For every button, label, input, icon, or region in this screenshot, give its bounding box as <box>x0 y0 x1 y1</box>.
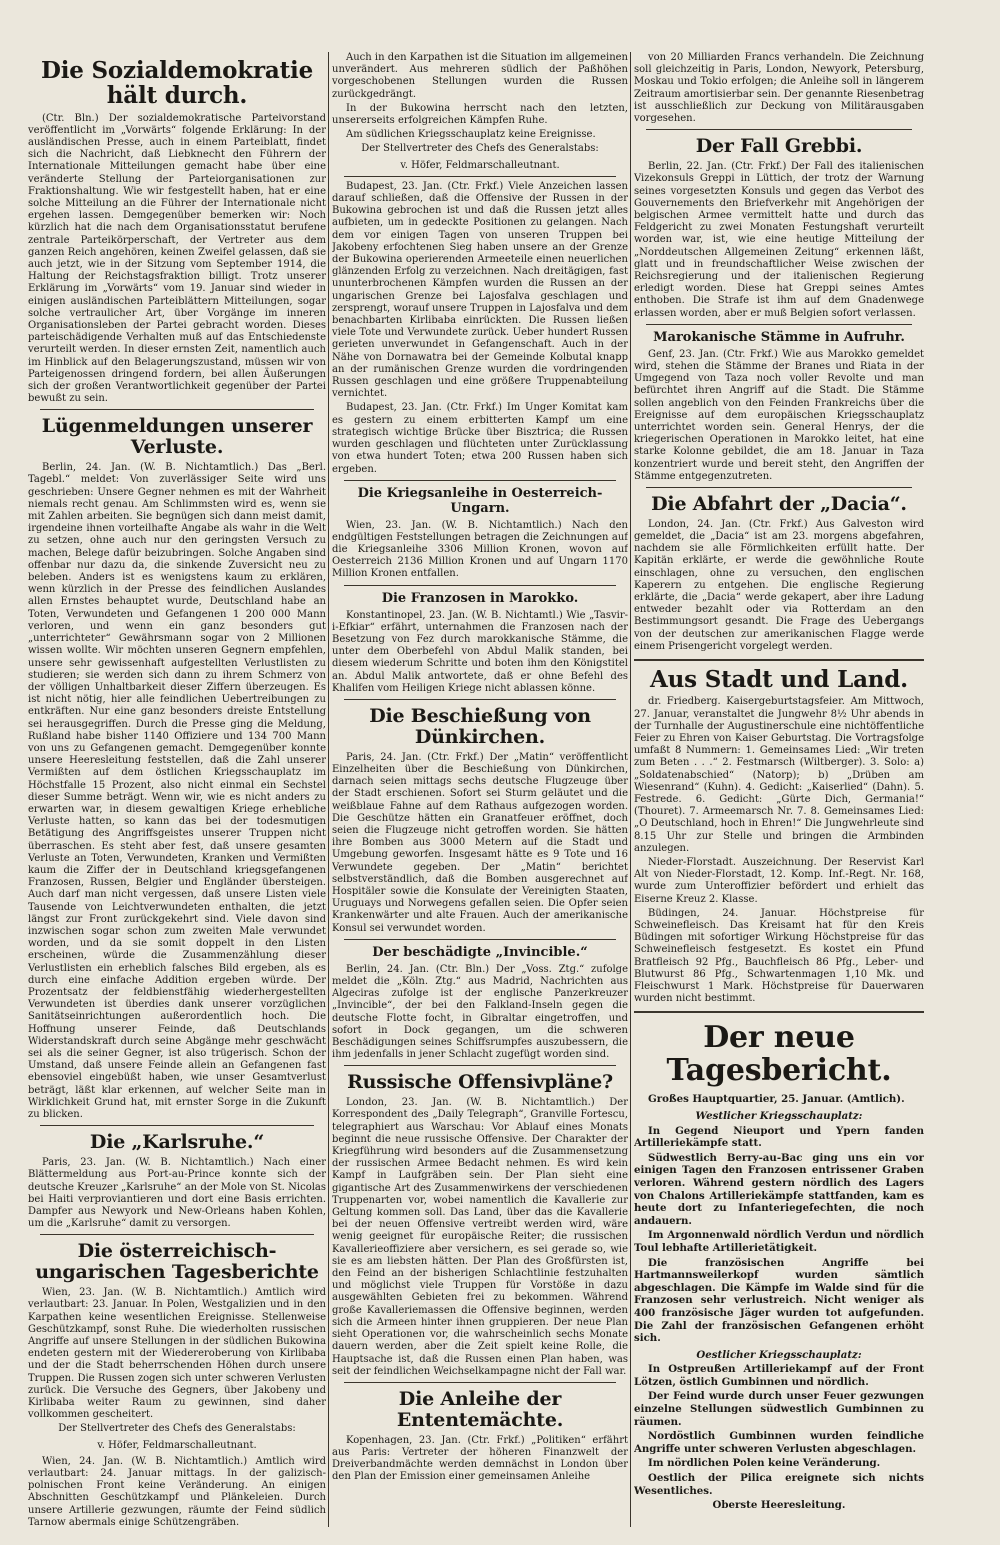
article-paragraph: Paris, 23. Jan. (W. B. Nichtamtlich.) Nach einer Blättermeldung aus Port-au-Prince konnte sich der deutsche Kreuzer „Karlsruhe“ an der Mole von St. Nicolas bei Haiti verproviantieren und dort eine Basis errichten. Dampfer aus Newyork und New-Orleans haben Kohlen, um die „Karlsruhe“ damit zu versorgen. <box>28 1157 326 1230</box>
divider <box>40 1234 314 1235</box>
report-paragraph: In Ostpreußen Artilleriekampf auf der Front Lötzen, östlich Gumbinnen und nördlich. <box>634 1363 924 1388</box>
article-headline: Die „Karlsruhe.“ <box>89 1131 265 1154</box>
divider <box>646 487 912 488</box>
article-paragraph: Berlin, 24. Jan. (Ctr. Bln.) Der „Voss. Ztg.“ zufolge meldet die „Köln. Ztg.“ aus Madrid, Nachrichten aus Algeciras zufolge ist der englische Panzerkreuzer „Invincible“, der bei den Falkland-Inseln gegen die deutsche Flotte focht, in Gibraltar eingetroffen, und sofort in Dock gegangen, um die schweren Beschädigungen seines Schiffsrumpfes auszubessern, die ihm jedenfalls in jener Schlacht zugefügt worden sind. <box>332 963 628 1061</box>
divider <box>344 699 616 700</box>
column-rule <box>630 52 631 1527</box>
article-paragraph: von 20 Milliarden Francs verhandeln. Die Zeichnung soll gleichzeitig in Paris, London, Newyork, Petersburg, Moskau und Tokio erfolgen; die Anleihe soll in längerem Zeitraum amortisierbar sein. Der genannte Riesenbetrag ist ausschließlich zur Deckung von Militärausgaben vorgesehen. <box>634 52 924 125</box>
report-signature: Oberste Heeresleitung. <box>712 1499 846 1512</box>
local-news-paragraph: dr. Friedberg. Kaisergeburtstagsfeier. Am Mittwoch, 27. Januar, veranstaltet die Jungwehr 8½ Uhr abends in der Turnhalle der Augustinerschule eine nichtöffentliche Feier zu Ehren von Kaiser Geburtstag. Die Vortragsfolge umfaßt 8 Nummern: 1. Gemeinsames Lied: „Wir treten zum Beten . . .“ 2. Festmarsch (Wiltberger). 3. Solo: a) „Soldatenabschied“ (Natorp); b) „Drüben am Wiesenrand“ (Kuhn). 4. Gedicht: „Kaiserlied“ (Dahn). 5. Festrede. 6. Gedicht: „Gürte Dich, Germania!“ (Thouret). 7. Armeemarsch Nr. 7. 8. Gemeinsames Lied: „O Deutschland, hoch in Ehren!“ Die Jungwehrleute sind 8.15 Uhr zur Stelle und bringen die Armbinden anzulegen. <box>634 696 924 854</box>
report-dateline: Großes Hauptquartier, 25. Januar. (Amtlich). <box>648 1093 905 1106</box>
article-headline: Die Abfahrt der „Dacia“. <box>651 492 907 515</box>
section-headline: Aus Stadt und Land. <box>650 666 908 694</box>
article-headline: Der Fall Grebbi. <box>695 135 863 158</box>
divider <box>634 1011 924 1013</box>
signature-line: Der Stellvertreter des Chefs des Generalstabs: <box>361 143 599 155</box>
column-1 <box>28 52 326 1527</box>
article-paragraph: Budapest, 23. Jan. (Ctr. Frkf.) Viele Anzeichen lassen darauf schließen, daß die Offensive der Russen in der Bukowina gebrochen ist und daß die Russen jetzt alles aufbieten, um in gedeckte Positionen zu gelangen. Nach dem vor einigen Tagen von unseren Truppen bei Jakobeny erfochtenen Sieg haben unsere an der Grenze der Bukowina operierenden Armeeteile einen neuerlichen glänzenden Erfolg zu verzeichnen. Nach dreitägigen, fast ununterbrochenen Kämpfen wurden die Russen an der ungarischen Grenze bei Lajosfalva geschlagen und zersprengt, worauf unsere Truppen in Lajosfalva und dem benachbarten Kirlibaba einrückten. Die Russen ließen viele Tote und Verwundete zurück. Ueber hundert Russen gerieten unverwundet in Gefangenschaft. Auch in der Nähe von Dornawatra bei der Gemeinde Kolbutal knapp an der rumänischen Grenze wurden die vordringenden Russen geschlagen und eine größere Truppenabteilung vernichtet. <box>332 180 628 400</box>
article-headline: Russische Offensivpläne? <box>347 1071 613 1094</box>
article-paragraph: Budapest, 23. Jan. (Ctr. Frkf.) Im Unger Komitat kam es gestern zu einem erbitterten Kampf um eine strategisch wichtige Brücke über Bisztrica; die Russen wurden geschlagen und flüchteten unter Zurücklassung von etwa hundert Toten; etwa 200 Russen haben sich ergeben. <box>332 402 628 475</box>
article-headline: Die Beschießung von Dünkirchen. <box>369 704 591 748</box>
divider <box>646 129 912 130</box>
article-paragraph: Kopenhagen, 23. Jan. (Ctr. Frkf.) „Politiken“ erfährt aus Paris: Vertreter der höheren Finanzwelt der Dreiverbandmächte werden demnächst in London über den Plan der Emission einer gemeinsamen Anleihe <box>332 1434 628 1483</box>
article-paragraph: Berlin, 24. Jan. (W. B. Nichtamtlich.) Das „Berl. Tagebl.“ meldet: Von zuverlässiger Seite wird uns geschrieben: Unsere Gegner nehmen es mit der Wahrheit niemals recht genau. Am Schlimmsten wird es, wenn sie mit Zahlen arbeiten. Sie begnügen sich dann meist damit, irgendeine ihnen vorteilhafte Angabe als wahr in die Welt zu setzen, ohne auch nur den geringsten Versuch zu machen, Belege dafür beizubringen. Solche Angaben sind offenbar nur dazu da, die sinkende Zuversicht neu zu beleben. Anders ist es wenigstens kaum zu erklären, wenn kürzlich in der Presse des feindlichen Auslandes allen Ernstes behauptet wurde, Deutschland habe an Toten, Verwundeten und Gefangenen 1 200 000 Mann verloren, und wenn ein ganz besonders gut „unterrichteter“ Gewährsmann sogar von 2 Millionen wissen wollte. Wir möchten unseren Gegnern empfehlen, unsere sehr gewissenhaft aufgestellten Verlustlisten zu studieren; sie werden sich dann zu ihrem Schmerz von der völligen Unhaltbarkeit dieser Ziffern überzeugen. Es ist nicht nötig, hier alle feindlichen Uebertreibungen zu entkräften. Nur eine ganz besonders dreiste Entstellung sei herausgegriffen. Durch die Presse ging die Meldung, Rußland habe bisher 1140 Offiziere und 134 700 Mann von uns zu Gefangenen gemacht. Demgegenüber konnte unsere Heeresleitung feststellen, daß die Zahl unserer Vermißten auf dem östlichen Kriegsschauplatz im Höchstfalle 15 Prozent, also nicht einmal ein Sechstel dieser Summe beträgt. Wenn wir, wie es nicht anders zu erwarten war, in diesem gewaltigen Kriege erhebliche Verluste hatten, so kann das bei der todesmutigen Betätigung des Angriffsgeistes unserer Truppen nicht überraschen. Es steht aber fest, daß unsere gesamten Verluste an Toten, Verwundeten, Kranken und Vermißten kaum die Ziffer der in Deutschland kriegsgefangenen Franzosen, Russen, Belgier und Engländer übersteigen. Auch darf man nicht vergessen, daß unsere Listen viele Tausende von Leichtverwundeten enthalten, die jetzt längst zur Front zurückgekehrt sind. Viele davon sind inzwischen sogar schon zum zweiten Male verwundet worden, und da sie somit doppelt in den Listen erscheinen, würde die Zusammenzählung dieser Verlustlisten ein erheblich falsches Bild ergeben, als es durch eine einfache Addition ergeben würde. Der Prozentsatz der feldbienstfähig wiederhergestellten Verwundeten ist überdies dank unserer vorzüglichen Sanitätseinrichtungen außerordentlich hoch. Die Hoffnung unserer Feinde, daß Deutschlands Widerstandskraft durch seine Abgänge mehr geschwächt sei als die seiner Gegner, ist also trügerisch. Schon der Umstand, daß unsere Feinde allein an Gefangenen fast ebensoviel eingebüßt haben, wie unser Gesamtverlust beträgt, läßt klar erkennen, auf welcher Seite man in Wirklichkeit Grund hat, mit ernster Sorge in die Zukunft zu blicken. <box>28 462 326 1121</box>
article-paragraph: Am südlichen Kriegsschauplatz keine Ereignisse. <box>346 129 596 141</box>
report-paragraph: Im Argonnenwald nördlich Verdun und nördlich Toul lebhafte Artillerietätigkeit. <box>634 1229 924 1254</box>
article-headline: Die Kriegsanleihe in Oesterreich-Ungarn. <box>357 485 603 516</box>
divider <box>344 1382 616 1383</box>
article-paragraph: In der Bukowina herrscht nach den letzten, unsererseits erfolgreichen Kämpfen Ruhe. <box>332 102 628 127</box>
article-paragraph: London, 23. Jan. (W. B. Nichtamtlich.) Der Korrespondent des „Daily Telegraph“, Granville Fortescu, telegraphiert aus Warschau: Vor Ablauf eines Monats beginnt die neue russische Offensive. Der Charakter der Kriegführung wird besonders auf die Zusammensetzung der russischen Armee Bedacht nehmen. Es wird kein Kampf in Laufgräben sein. Der Plan sieht eine gigantische Art des Zusammenwirkens der verschiedenen Truppenarten vor, wobei namentlich die Kavallerie zur Geltung kommen soll. Das Land, über das die Kavallerie bei der neuen Offensive vertreibt werden wird, wäre wenig geeignet für europäische Reiter; die russischen Kavallerieoffiziere aber versichern, es sei gerade so, wie sie es am liebsten hätten. Der Plan des Großfürsten ist, den Feind an der bisherigen Schlachtlinie festzuhalten und möglichst viele Truppen für Vorstöße in dazu ausgewählten Gebieten frei zu bekommen. Während große Kavalleriemassen die Offensive beginnen, werden sich die Armeen hinter ihnen gruppieren. Der neue Plan sieht Operationen vor, die wahrscheinlich sechs Monate dauern werden, aber die Zeit spielt keine Rolle, die Hauptsache ist, daß die Russen einen Plan haben, was seit der feindlichen Weichselkampagne nicht der Fall war. <box>332 1097 628 1377</box>
article-paragraph: Paris, 24. Jan. (Ctr. Frkf.) Der „Matin“ veröffentlicht Einzelheiten über die Beschießung von Dünkirchen, darnach seien mittags sechs deutsche Flugzeuge über der Stadt erschienen. Sofort sei Sturm geläutet und die weißblaue Fahne auf dem Rathaus aufgezogen worden. Die Geschütze hätten ein Granatfeuer eröffnet, doch seien die Flugzeuge nicht getroffen worden. Sie hätten ihre Bomben aus 3000 Metern auf die Stadt und Umgebung geworfen. Insgesamt hätte es 9 Tote und 16 Verwundete gegeben. Der „Matin“ berichtet selbstverständlich, daß die Bomben ausgerechnet auf Hospitäler sowie die Konsulate der Vereinigten Staaten, Uruguays und Norwegens gefallen seien. Die Opfer seien Krankenwärter und alte Frauen. Auch der amerikanische Konsul sei verwundet worden. <box>332 751 628 934</box>
article-paragraph: Wien, 24. Jan. (W. B. Nichtamtlich.) Amtlich wird verlautbart: 24. Januar mittags. In der galizisch-polnischen Front keine Veränderung. An einigen Abschnitten Geschützkampf und Plänkeleien. Durch unsere Artillerie gezwungen, räumte der Feind südlich Tarnow abermals einige Schützengräben. <box>28 1455 326 1527</box>
signature-line: v. Höfer, Feldmarschalleutnant. <box>400 159 560 171</box>
divider <box>344 480 616 481</box>
article-paragraph: Auch in den Karpathen ist die Situation im allgemeinen unverändert. Aus mehreren südlich der Paßhöhen vorgeschobenen Stellungen wurden die Russen zurückgedrängt. <box>332 52 628 100</box>
article-paragraph: (Ctr. Bln.) Der sozialdemokratische Parteivorstand veröffentlicht im „Vorwärts“ folgende Erklärung: In der ausländischen Presse, auch in einem Parteiblatt, findet sich die Nachricht, daß Liebknecht den Führern der Internationale Mitteilungen gemacht habe über eine veränderte Stellung der Parteiorganisationen zur Fraktionshaltung. Wie wir festgestellt haben, hat er eine solche Mitteilung an die Führer der Internationale nicht ergehen lassen. Demgegenüber bemerken wir: Noch kürzlich hat die nach dem Organisationsstatut berufene zentrale Parteikörperschaft, der Vertreter aus dem ganzen Reich angehören, keinen Zweifel gelassen, daß sie auch jetzt, wie in der Sitzung vom September 1914, die Haltung der Reichstagsfraktion billigt. Trotz unserer Erklärung im „Vorwärts“ vom 19. Januar sind wieder in einigen ausländischen Parteiblättern Mitteilungen, sogar solche vertraulicher Art, über Vorgänge im inneren Organisationsleben der Partei gebracht worden. Dieses parteischädigende Verhalten muß auf das Entschiedenste verurteilt werden. In dieser ernsten Zeit, namentlich auch im Hinblick auf den Belagerungszustand, müssen wir von Parteigenossen dringend fordern, bei allen Äußerungen sich der großen Verantwortlichkeit gegenüber der Partei bewußt zu sein. <box>28 112 326 405</box>
divider <box>646 324 912 325</box>
report-paragraph: Im nördlichen Polen keine Veränderung. <box>648 1457 881 1470</box>
report-headline: Der neue Tagesbericht. <box>666 1020 892 1089</box>
daily-report <box>634 1093 924 1511</box>
report-paragraph: In Gegend Nieuport und Ypern fanden Artilleriekämpfe statt. <box>634 1124 924 1150</box>
report-paragraph: Südwestlich Berry-au-Bac ging uns ein vor einigen Tagen den Franzosen entrissener Graben verloren. Während gestern nördlich des Lagers von Chalons Artilleriekämpfe stattfanden, kam es heute dort zu Infanteriegefechten, die noch andauern. <box>634 1151 924 1227</box>
report-paragraph: Die französischen Angriffe bei Hartmannsweilerkopf wurden sämtlich abgeschlagen. Die Kämpfe im Walde sind für die Franzosen sehr verlustreich. Nicht weniger als 400 französische Jäger wurden tot aufgefunden. Die Zahl der französischen Gefangenen erhöht sich. <box>634 1256 924 1345</box>
report-paragraph: Nordöstlich Gumbinnen wurden feindliche Angriffe unter schweren Verlusten abgeschlagen. <box>634 1430 924 1455</box>
divider <box>344 176 616 177</box>
article-paragraph: Wien, 23. Jan. (W. B. Nichtamtlich.) Nach den endgültigen Feststellungen betragen die Zeichnungen auf die Kriegsanleihe 3306 Million Kronen, wovon auf Oesterreich 2136 Million Kronen und auf Ungarn 1170 Million Kronen entfallen. <box>332 519 628 580</box>
report-section-title: Westlicher Kriegsschauplatz: <box>695 1110 863 1123</box>
article-paragraph: Wien, 23. Jan. (W. B. Nichtamtlich.) Amtlich wird verlautbart: 23. Januar. In Polen, Westgalizien und in den Karpathen keine wesentlichen Ereignisse. Stellenweise Geschützkampf, sonst Ruhe. Die wiederholten russischen Angriffe auf unsere Stellungen in der südlichen Bukowina endeten gestern mit der Wiedereroberung von Kirlibaba und der die Stadt beherrschenden Höhen durch unsere Truppen. Die Russen zogen sich unter schweren Verlusten zurück. Die Versuche des Gegners, über Jakobeny und Kirlibaba weiter Raum zu gewinnen, sind daher vollkommen gescheitert. <box>28 1287 326 1421</box>
report-section-title: Oestlicher Kriegsschauplatz: <box>696 1348 862 1361</box>
article-headline: Die Anleihe der Ententemächte. <box>396 1387 564 1431</box>
report-paragraph: Oestlich der Pilica ereignete sich nichts Wesentliches. <box>634 1472 924 1497</box>
article-headline: Die Sozialdemokratie hält durch. <box>40 57 314 110</box>
local-news-paragraph: Nieder-Florstadt. Auszeichnung. Der Reservist Karl Alt von Nieder-Florstadt, 12. Komp. Inf.-Regt. Nr. 168, wurde zum Unteroffizier befördert und erhielt das Eiserne Kreuz 2. Klasse. <box>634 856 924 905</box>
divider <box>344 1065 616 1066</box>
divider <box>40 409 314 410</box>
local-news-paragraph: Büdingen, 24. Januar. Höchstpreise für Schweinefleisch. Das Kreisamt hat für den Kreis Büdingen mit sofortiger Wirkung Höchstpreise für das Schweinefleisch festgesetzt. Es kostet ein Pfund Bratfleisch 92 Pfg., Bauchfleisch 86 Pfg., Leber- und Blutwurst 86 Pfg., Schwartenmagen 1,10 Mk. und Fleischwurst 1 Mark. Höchstpreise für Dauerwaren wurden nicht bestimmt. <box>634 907 924 1005</box>
article-headline: Marokanische Stämme in Aufruhr. <box>653 329 905 345</box>
divider <box>40 1125 314 1126</box>
article-paragraph: Berlin, 22. Jan. (Ctr. Frkf.) Der Fall des italienischen Vizekonsuls Greppi in Lüttich, der trotz der Warnung seines vorgesetzten Konsuls und gegen das Verbot des Gouvernements den Briefverkehr mit Angehörigen der belgischen Armee vermittelt hatte und durch das Feldgericht zu zwei Monaten Festungshaft verurteilt worden war, ist, wie eine heutige Mitteilung der „Norddeutschen Allgemeinen Zeitung“ erkennen läßt, glatt und in freundschaftlicher Weise zwischen der Reichsregierung und der italienischen Regierung erledigt worden. Diese hat Greppi seines Amtes enthoben. Die Strafe ist ihm auf dem Gnadenwege erlassen worden, aber er muß Belgien sofort verlassen. <box>634 161 924 319</box>
divider <box>344 939 616 940</box>
column-rule <box>328 52 329 1527</box>
column-3 <box>634 52 924 1527</box>
article-headline: Die österreichisch-ungarischen Tagesberichte <box>35 1240 319 1284</box>
column-2 <box>332 52 628 1527</box>
article-headline: Die Franzosen in Marokko. <box>381 590 579 606</box>
article-headline: Lügenmeldungen unserer Verluste. <box>41 415 313 459</box>
report-paragraph: Der Feind wurde durch unser Feuer gezwungen einzelne Stellungen südwestlich Gumbinnen zu räumen. <box>634 1390 924 1428</box>
article-paragraph: Genf, 23. Jan. (Ctr. Frkf.) Wie aus Marokko gemeldet wird, stehen die Stämme der Branes und Riata in der Umgegend von Taza noch voller Revolte und man befürchtet ihren Angriff auf die Stadt. Die Stämme sollen angeblich von den Feinden Frankreichs über die Ereignisse auf dem europäischen Kriegsschauplatz unterrichtet worden sein. General Henrys, der die kriegerischen Operationen in Marokko leitet, hat eine starke Kolonne gebildet, die am 18. Januar in Taza konzentriert wurde und bereit steht, den Angriffen der Stämme entgegenzutreten. <box>634 348 924 482</box>
signature-line: Der Stellvertreter des Chefs des Generalstabs: <box>58 1423 296 1435</box>
signature-line: v. Höfer, Feldmarschalleutnant. <box>97 1439 257 1451</box>
article-paragraph: Konstantinopel, 23. Jan. (W. B. Nichtamtl.) Wie „Tasvir-i-Efkiar“ erfährt, unternahmen die Franzosen nach der Besetzung von Fez durch marokkanische Stämme, die unter dem Oberbefehl von Abdul Malik standen, bei diesem wiederum Schritte und boten ihm den Königstitel an. Abdul Malik antwortete, daß er ohne Befehl des Khalifen vom Heiligen Kriege nicht ablassen könne. <box>332 609 628 694</box>
article-headline: Der beschädigte „Invincible.“ <box>372 944 588 960</box>
divider <box>344 585 616 586</box>
article-paragraph: London, 24. Jan. (Ctr. Frkf.) Aus Galveston wird gemeldet, die „Dacia“ ist am 23. morgens abgefahren, nachdem sie alle Förmlichkeiten erfüllt hatte. Der Kapitän erklärte, er werde die gewöhnliche Route einschlagen, ohne zu versuchen, den englischen Kaperern zu entgehen. Die englische Regierung erklärte, die „Dacia“ werde gekapert, aber ihre Ladung entweder bezahlt oder via Rotterdam an den Bestimmungsort gesandt. Die Frage des Uebergangs von der deutschen zur amerikanischen Flagge werde einem Prisengericht vorgelegt werden. <box>634 518 924 652</box>
divider <box>634 659 924 661</box>
